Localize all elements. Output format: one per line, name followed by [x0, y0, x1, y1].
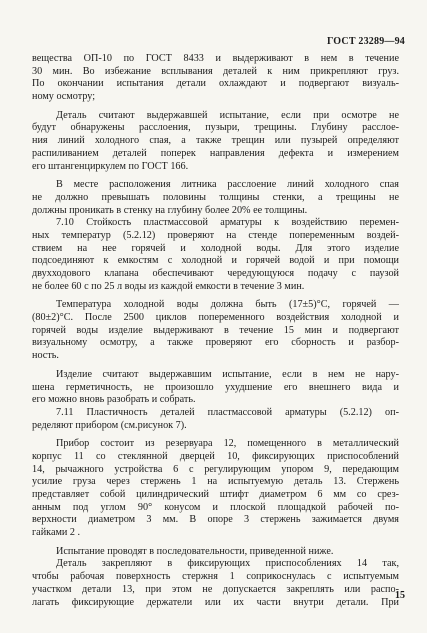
text-line: ствием на нее горячей и холодной воды. Для этого изделие: [32, 242, 399, 254]
text-line: лагать фиксирующие держатели или их части внутри детали. При: [32, 596, 399, 608]
paragraph: [32, 110, 399, 173]
text-line: Испытание проводят в последовательности, приведенной ниже.: [56, 545, 334, 557]
text-line: (80±2)°С. После 2500 циклов попеременного воздействия холодной и: [32, 312, 399, 324]
body-text: [32, 53, 399, 609]
text-line: двухходового клапана обеспечивают чередующуюся подачу с паузой: [32, 268, 399, 279]
paragraph: [32, 299, 399, 362]
text-line: корпус 11 со стеклянной дверцей 10, фиксирующих приспособлений: [32, 450, 399, 462]
text-line: распиливанием деталей поперек направления дефекта и измерением: [32, 147, 399, 159]
paragraph: [32, 217, 399, 293]
text-line: его можно вновь разобрать и собрать.: [32, 394, 196, 406]
text-line: 30 мин. Во избежание всплывания деталей к ним прикрепляют груз.: [32, 65, 399, 77]
paragraph: [32, 546, 399, 559]
text-line: В месте расположения литника расслоение линий холодного спая: [56, 179, 399, 191]
text-line: не должно превышать половины толщины стенки, а трещины не: [32, 191, 399, 203]
text-line: его штангенциркулем по ГОСТ 166.: [32, 160, 189, 172]
text-line: анным под углом 90° конусом и плоской площадкой рабочей по-: [32, 501, 399, 513]
text-line: Деталь считают выдержавшей испытание, если при осмотре не: [56, 109, 399, 121]
paragraph: [32, 369, 399, 407]
text-line: не более 60 с по 25 л воды из каждой емкости в течение 3 мин.: [32, 280, 305, 292]
paragraph: [32, 179, 399, 217]
text-line: Деталь закрепляют в фиксирующих приспособлениях 14 так,: [56, 558, 399, 570]
text-line: ределяют прибором (см.рисунок 7).: [32, 419, 187, 431]
text-line: верхности диаметром 3 мм. В опоре 3 стержень зажимается двумя: [32, 514, 399, 526]
text-line: Изделие считают выдержавшим испытание, если в нем не нару-: [56, 368, 399, 380]
text-line: ных температур (5.2.12) проверяют на стенде попеременным воздей-: [32, 229, 399, 241]
text-line: подсоединяют к емкостям с холодной и горячей водой и при помощи: [32, 255, 399, 267]
paragraph: [32, 407, 399, 432]
text-line: ния линий холодного спая, а также трещин или пузырей определяют: [32, 135, 399, 147]
text-line: представляет собой цилиндрический штифт диаметром 6 мм со срез-: [32, 489, 399, 500]
text-line: По окончании испытания детали охлаждают и подвергают визуаль-: [32, 78, 399, 90]
paragraph: [32, 558, 399, 609]
text-line: усилие груза через стержень 1 на испытуемую деталь 13. Стержень: [32, 476, 399, 488]
text-line: 14, рычажного устройства 6 с регулирующим упором 9, передающим: [32, 463, 399, 475]
text-line: Температура холодной воды должна быть (17±5)°С, горячей —: [56, 299, 399, 311]
text-line: 7.11 Пластичность деталей пластмассовой арматуры (5.2.12) оп-: [56, 406, 399, 418]
text-line: участком детали 13, при этом не допускается закреплять или распо-: [32, 583, 399, 595]
text-line: вещества ОП-10 по ГОСТ 8433 и выдерживают в нем в течение: [32, 53, 399, 64]
paragraph: [32, 438, 399, 540]
text-line: горячей воды изделие выдерживают в течение 15 мин и подвергают: [32, 324, 399, 336]
paragraph: [32, 53, 399, 104]
text-line: ность.: [32, 350, 59, 362]
text-line: ному осмотру;: [32, 91, 96, 103]
text-line: Прибор состоит из резервуара 12, помещенного в металлический: [56, 438, 399, 450]
page-number: 15: [395, 590, 405, 601]
text-line: должны проникать в стенку на глубину более 20% ее толщины.: [32, 204, 308, 216]
text-line: будут обнаружены расслоения, пузыри, трещины. Глубину расслое-: [32, 122, 399, 134]
text-line: чтобы рабочая поверхность стержня 1 соприкоснулась с испытуемым: [32, 571, 399, 583]
text-line: гайками 2 .: [32, 527, 81, 539]
text-line: визуальному осмотру, а также проверяют его сборность и разбор-: [32, 337, 399, 349]
page-header-gost: ГОСТ 23289—94: [326, 36, 405, 47]
text-line: шена герметичность, не произошло ухудшение его внешнего вида и: [32, 381, 399, 393]
text-line: 7.10 Стойкость пластмассовой арматуры к воздействию перемен-: [56, 217, 399, 229]
